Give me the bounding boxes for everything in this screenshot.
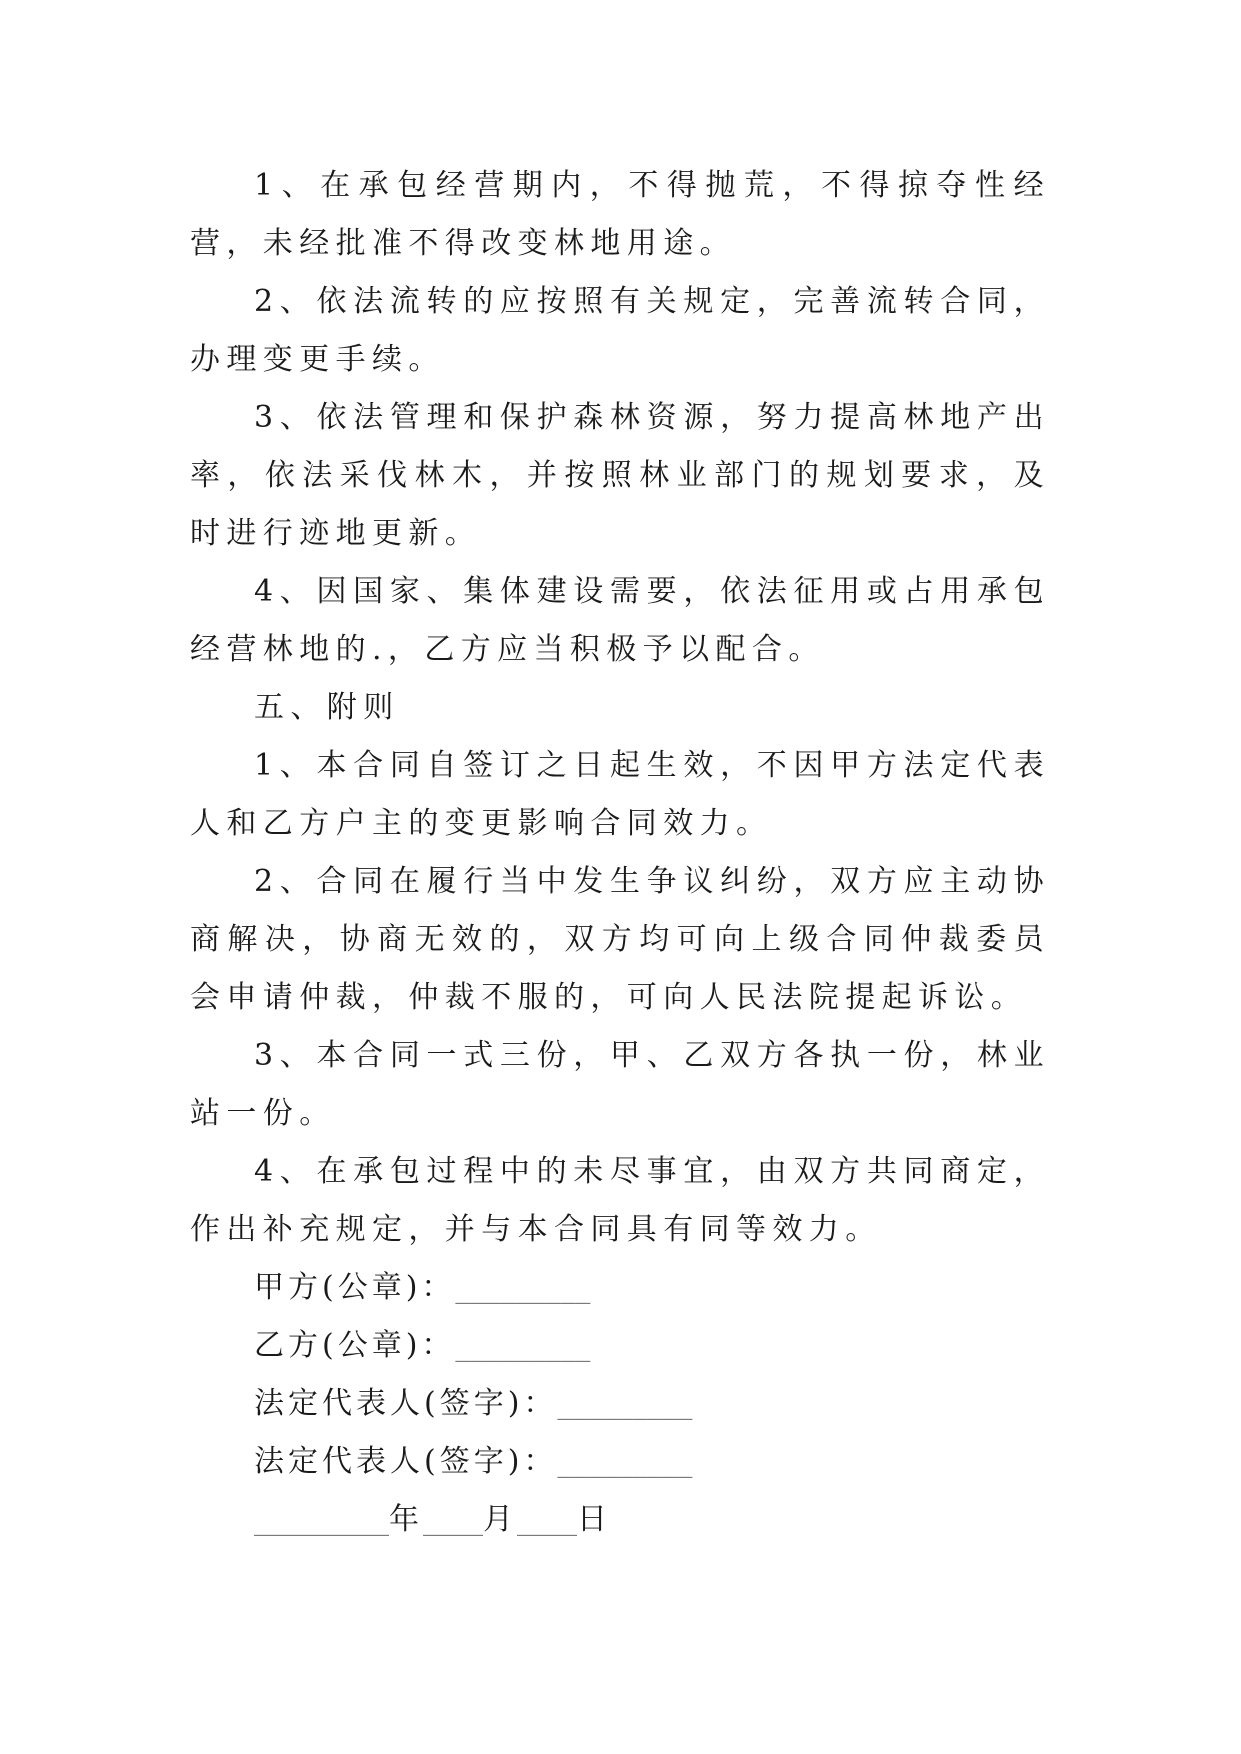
party-a-signature-line [190,1259,1050,1317]
representative-2-signature-line [190,1433,1050,1491]
party-a-blank: _________ [455,1270,591,1305]
clause-5-1: 1、本合同自签订之日起生效，不因甲方法定代表人和乙方户主的变更影响合同效力。 [190,748,1050,841]
representative-2-label: 法定代表人(签字)： [254,1444,558,1479]
day-label: 日 [577,1502,611,1537]
representative-1-blank: _________ [557,1386,693,1421]
day-blank: ____ [517,1502,577,1537]
representative-2-blank: _________ [557,1444,693,1479]
document-body [190,157,1050,1549]
representative-1-label: 法定代表人(签字)： [254,1386,558,1421]
clause-4-2: 2、依法流转的应按照有关规定，完善流转合同，办理变更手续。 [190,284,1050,377]
representative-1-signature-line [190,1375,1050,1433]
party-b-blank: _________ [455,1328,591,1363]
year-blank: _________ [254,1502,389,1537]
section-heading-appendix: 五、附则 [254,690,400,725]
month-label: 月 [483,1502,517,1537]
party-b-signature-line [190,1317,1050,1375]
clause-5-2: 2、合同在履行当中发生争议纠纷，双方应主动协商解决，协商无效的，双方均可向上级合同仲裁委员会申请仲裁，仲裁不服的，可向人民法院提起诉讼。 [190,864,1050,1015]
clause-5-4: 4、在承包过程中的未尽事宜，由双方共同商定，作出补充规定，并与本合同具有同等效力。 [190,1154,1050,1247]
party-a-label: 甲方(公章)： [254,1270,456,1305]
clause-4-3: 3、依法管理和保护森林资源，努力提高林地产出率，依法采伐林木，并按照林业部门的规划要求，及时进行迹地更新。 [190,400,1050,551]
clause-4-4: 4、因国家、集体建设需要，依法征用或占用承包经营林地的.，乙方应当积极予以配合。 [190,574,1050,667]
month-blank: ____ [423,1502,483,1537]
year-label: 年 [389,1502,423,1537]
date-line [190,1491,1050,1549]
party-b-label: 乙方(公章)： [254,1328,456,1363]
clause-5-3: 3、本合同一式三份，甲、乙双方各执一份，林业站一份。 [190,1038,1050,1131]
clause-4-1: 1、在承包经营期内，不得抛荒，不得掠夺性经营，未经批准不得改变林地用途。 [190,168,1050,261]
